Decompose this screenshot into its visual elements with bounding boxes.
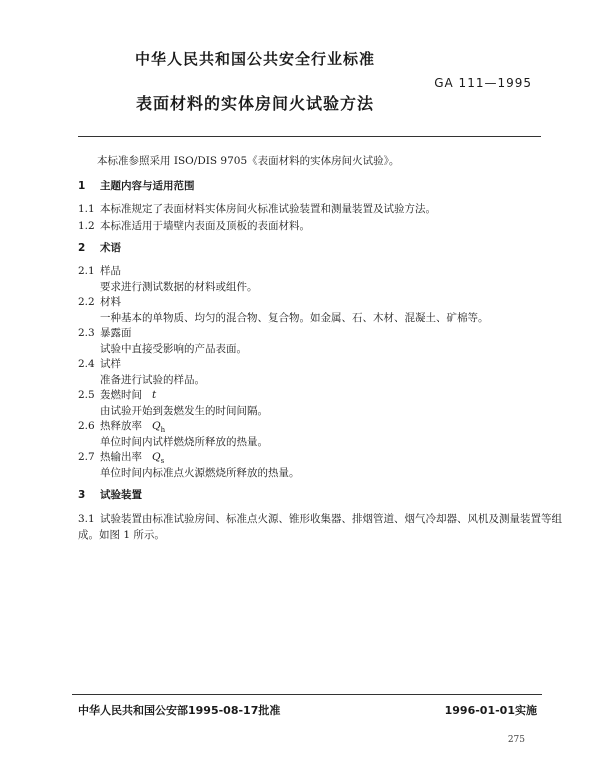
term-2-6 — [78, 418, 165, 434]
clause-number: 3.1 — [78, 513, 95, 525]
term-2-5 — [78, 387, 156, 402]
term-symbol-subscript: s — [160, 457, 165, 466]
clause-number: 2.2 — [78, 296, 95, 308]
term-2-1-definition: 要求进行测试数据的材料或组件。 — [100, 281, 258, 293]
clause-number: 2.6 — [78, 420, 95, 432]
term-2-3 — [78, 325, 132, 340]
clause-1-1 — [78, 201, 436, 216]
clause-number: 1.1 — [78, 203, 95, 215]
clause-text: 试验装置由标准试验房间、标准点火源、锥形收集器、排烟管道、烟气冷却器、风机及测量装置等组 — [100, 513, 562, 525]
clause-number: 2.7 — [78, 451, 95, 463]
term-symbol: t — [152, 389, 157, 401]
section-title: 试验装置 — [100, 489, 142, 501]
clause-number: 2.5 — [78, 389, 95, 401]
page-number: 275 — [507, 735, 525, 745]
term-2-2 — [78, 294, 121, 309]
section-2-heading — [78, 240, 121, 255]
term-symbol: Q — [152, 420, 161, 432]
term-name: 热释放率 — [100, 420, 142, 432]
term-name: 暴露面 — [100, 327, 132, 339]
term-2-7-definition: 单位时间内标准点火源燃烧所释放的热量。 — [100, 467, 300, 479]
approval-statement: 中华人民共和国公安部1995-08-17批准 — [78, 704, 281, 717]
section-title: 主题内容与适用范围 — [100, 180, 195, 192]
term-2-6-definition: 单位时间内试样燃烧所释放的热量。 — [100, 436, 268, 448]
clause-number: 2.3 — [78, 327, 95, 339]
effective-date: 1996-01-01实施 — [444, 704, 537, 717]
term-name: 热输出率 — [100, 451, 142, 463]
term-2-4 — [78, 356, 121, 371]
document-title: 表面材料的实体房间火试验方法 — [135, 94, 374, 113]
intro-paragraph: 本标准参照采用 ISO/DIS 9705《表面材料的实体房间火试验》。 — [97, 155, 400, 167]
section-number: 3 — [78, 489, 86, 501]
clause-text: 本标准规定了表面材料实体房间火标准试验装置和测量装置及试验方法。 — [100, 203, 436, 215]
term-name: 试样 — [100, 358, 121, 370]
term-name: 材料 — [100, 296, 121, 308]
term-2-2-definition: 一种基本的单物质、均匀的混合物、复合物。如金属、石、木材、混凝土、矿棉等。 — [100, 312, 489, 324]
section-number: 1 — [78, 180, 86, 192]
term-symbol: Q — [152, 451, 161, 463]
standard-code: GA 111—1995 — [434, 76, 532, 90]
header-divider — [78, 136, 541, 137]
term-2-7 — [78, 449, 164, 465]
section-number: 2 — [78, 242, 86, 254]
term-2-1 — [78, 263, 121, 278]
footer-divider — [72, 694, 542, 695]
clause-3-1 — [78, 511, 562, 526]
term-2-5-definition: 由试验开始到轰燃发生的时间间隔。 — [100, 405, 268, 417]
term-name: 轰燃时间 — [100, 389, 142, 401]
section-title: 术语 — [100, 242, 121, 254]
clause-number: 2.1 — [78, 265, 95, 277]
term-name: 样品 — [100, 265, 121, 277]
issuing-standard-org: 中华人民共和国公共安全行业标准 — [134, 50, 375, 68]
clause-3-1-continuation: 成。如图 1 所示。 — [78, 529, 165, 541]
term-symbol-subscript: h — [160, 426, 166, 435]
term-2-3-definition: 试验中直接受影响的产品表面。 — [100, 343, 247, 355]
clause-1-2 — [78, 218, 310, 233]
term-2-4-definition: 准备进行试验的样品。 — [100, 374, 205, 386]
clause-text: 本标准适用于墙壁内表面及顶板的表面材料。 — [100, 220, 310, 232]
section-3-heading — [78, 487, 142, 502]
section-1-heading — [78, 178, 195, 193]
clause-number: 1.2 — [78, 220, 95, 232]
clause-number: 2.4 — [78, 358, 95, 370]
